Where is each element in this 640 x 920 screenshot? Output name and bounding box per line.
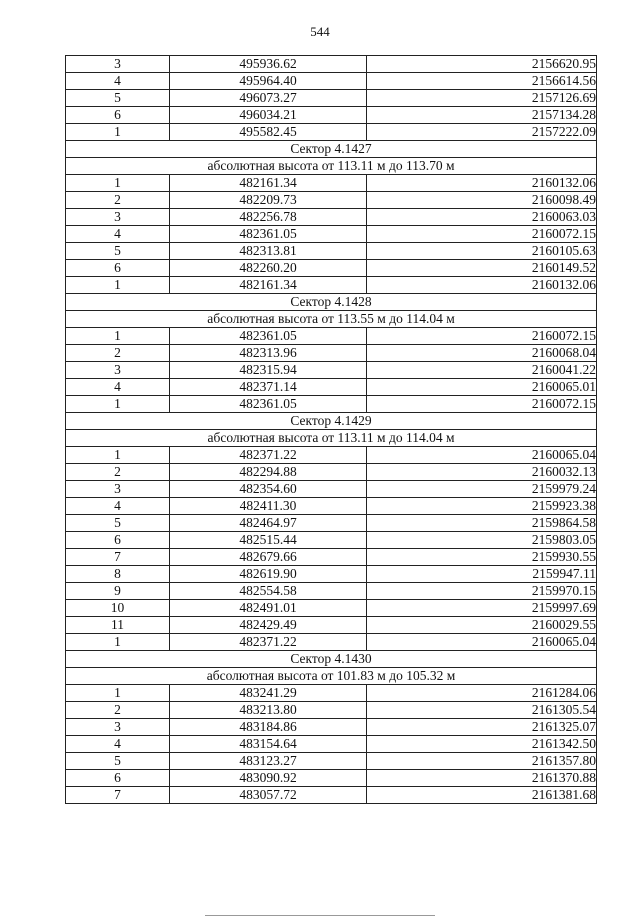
- point-number-cell: 1: [66, 634, 170, 651]
- y-coordinate-cell: 2159923.38: [367, 498, 597, 515]
- x-coordinate-cell: 482411.30: [170, 498, 367, 515]
- x-coordinate-cell: 482361.05: [170, 328, 367, 345]
- y-coordinate-cell: 2161305.54: [367, 702, 597, 719]
- point-number-cell: 1: [66, 328, 170, 345]
- table-row: [66, 328, 597, 345]
- y-coordinate-cell: 2161342.50: [367, 736, 597, 753]
- y-coordinate-cell: 2160068.04: [367, 345, 597, 362]
- x-coordinate-cell: 483184.86: [170, 719, 367, 736]
- table-row: [66, 396, 597, 413]
- table-row: [66, 175, 597, 192]
- table-row: [66, 90, 597, 107]
- table-row: [66, 464, 597, 481]
- x-coordinate-cell: 496034.21: [170, 107, 367, 124]
- point-number-cell: 3: [66, 481, 170, 498]
- y-coordinate-cell: 2160041.22: [367, 362, 597, 379]
- x-coordinate-cell: 482256.78: [170, 209, 367, 226]
- table-row: [66, 549, 597, 566]
- point-number-cell: 2: [66, 464, 170, 481]
- x-coordinate-cell: 483241.29: [170, 685, 367, 702]
- table-row: [66, 447, 597, 464]
- y-coordinate-cell: 2160132.06: [367, 175, 597, 192]
- point-number-cell: 1: [66, 124, 170, 141]
- point-number-cell: 4: [66, 736, 170, 753]
- y-coordinate-cell: 2161325.07: [367, 719, 597, 736]
- sector-height-range-row: [66, 430, 597, 447]
- point-number-cell: 10: [66, 600, 170, 617]
- y-coordinate-cell: 2161284.06: [367, 685, 597, 702]
- sector-title: Сектор 4.1428: [66, 294, 597, 311]
- point-number-cell: 1: [66, 175, 170, 192]
- x-coordinate-cell: 482354.60: [170, 481, 367, 498]
- y-coordinate-cell: 2159997.69: [367, 600, 597, 617]
- point-number-cell: 2: [66, 345, 170, 362]
- sector-height-range-row: [66, 668, 597, 685]
- x-coordinate-cell: 482313.81: [170, 243, 367, 260]
- point-number-cell: 1: [66, 447, 170, 464]
- table-row: [66, 634, 597, 651]
- sector-height-range-row: [66, 158, 597, 175]
- x-coordinate-cell: 483090.92: [170, 770, 367, 787]
- sector-title-row: [66, 651, 597, 668]
- point-number-cell: 9: [66, 583, 170, 600]
- x-coordinate-cell: 495582.45: [170, 124, 367, 141]
- sector-height-range: абсолютная высота от 113.55 м до 114.04 м: [66, 311, 597, 328]
- y-coordinate-cell: 2160149.52: [367, 260, 597, 277]
- point-number-cell: 11: [66, 617, 170, 634]
- y-coordinate-cell: 2160065.04: [367, 634, 597, 651]
- x-coordinate-cell: 482161.34: [170, 277, 367, 294]
- table-row: [66, 532, 597, 549]
- point-number-cell: 2: [66, 192, 170, 209]
- table-row: [66, 515, 597, 532]
- table-row: [66, 719, 597, 736]
- y-coordinate-cell: 2160132.06: [367, 277, 597, 294]
- sector-title: Сектор 4.1430: [66, 651, 597, 668]
- table-row: [66, 192, 597, 209]
- y-coordinate-cell: 2160072.15: [367, 396, 597, 413]
- point-number-cell: 1: [66, 396, 170, 413]
- point-number-cell: 8: [66, 566, 170, 583]
- table-row: [66, 73, 597, 90]
- page-bottom-rule: [205, 915, 435, 916]
- table-row: [66, 243, 597, 260]
- point-number-cell: 3: [66, 362, 170, 379]
- sector-height-range: абсолютная высота от 113.11 м до 113.70 м: [66, 158, 597, 175]
- y-coordinate-cell: 2159970.15: [367, 583, 597, 600]
- table-row: [66, 209, 597, 226]
- table-row: [66, 566, 597, 583]
- point-number-cell: 5: [66, 515, 170, 532]
- y-coordinate-cell: 2159803.05: [367, 532, 597, 549]
- x-coordinate-cell: 482429.49: [170, 617, 367, 634]
- x-coordinate-cell: 482679.66: [170, 549, 367, 566]
- x-coordinate-cell: 483213.80: [170, 702, 367, 719]
- table-row: [66, 56, 597, 73]
- table-row: [66, 226, 597, 243]
- y-coordinate-cell: 2157126.69: [367, 90, 597, 107]
- x-coordinate-cell: 482209.73: [170, 192, 367, 209]
- point-number-cell: 5: [66, 90, 170, 107]
- point-number-cell: 4: [66, 379, 170, 396]
- x-coordinate-cell: 482371.22: [170, 447, 367, 464]
- page-number: 544: [310, 24, 330, 39]
- x-coordinate-cell: 483154.64: [170, 736, 367, 753]
- x-coordinate-cell: 482515.44: [170, 532, 367, 549]
- x-coordinate-cell: 482315.94: [170, 362, 367, 379]
- y-coordinate-cell: 2160063.03: [367, 209, 597, 226]
- x-coordinate-cell: 483123.27: [170, 753, 367, 770]
- y-coordinate-cell: 2161370.88: [367, 770, 597, 787]
- table-row: [66, 379, 597, 396]
- table-row: [66, 498, 597, 515]
- point-number-cell: 6: [66, 107, 170, 124]
- point-number-cell: 4: [66, 73, 170, 90]
- point-number-cell: 7: [66, 549, 170, 566]
- x-coordinate-cell: 482361.05: [170, 226, 367, 243]
- y-coordinate-cell: 2156620.95: [367, 56, 597, 73]
- point-number-cell: 4: [66, 226, 170, 243]
- x-coordinate-cell: 483057.72: [170, 787, 367, 804]
- table-row: [66, 583, 597, 600]
- x-coordinate-cell: 482554.58: [170, 583, 367, 600]
- sector-title: Сектор 4.1429: [66, 413, 597, 430]
- sector-title-row: [66, 413, 597, 430]
- table-row: [66, 107, 597, 124]
- y-coordinate-cell: 2160065.01: [367, 379, 597, 396]
- table-row: [66, 702, 597, 719]
- table-row: [66, 260, 597, 277]
- x-coordinate-cell: 482491.01: [170, 600, 367, 617]
- point-number-cell: 1: [66, 277, 170, 294]
- point-number-cell: 6: [66, 532, 170, 549]
- y-coordinate-cell: 2161357.80: [367, 753, 597, 770]
- x-coordinate-cell: 482161.34: [170, 175, 367, 192]
- y-coordinate-cell: 2159979.24: [367, 481, 597, 498]
- x-coordinate-cell: 482371.22: [170, 634, 367, 651]
- x-coordinate-cell: 482361.05: [170, 396, 367, 413]
- sector-height-range: абсолютная высота от 101.83 м до 105.32 м: [66, 668, 597, 685]
- point-number-cell: 3: [66, 209, 170, 226]
- sector-title-row: [66, 294, 597, 311]
- table-row: [66, 481, 597, 498]
- table-row: [66, 770, 597, 787]
- point-number-cell: 2: [66, 702, 170, 719]
- y-coordinate-cell: 2161381.68: [367, 787, 597, 804]
- table-row: [66, 787, 597, 804]
- y-coordinate-cell: 2160098.49: [367, 192, 597, 209]
- point-number-cell: 5: [66, 243, 170, 260]
- point-number-cell: 4: [66, 498, 170, 515]
- y-coordinate-cell: 2157134.28: [367, 107, 597, 124]
- point-number-cell: 6: [66, 260, 170, 277]
- table-row: [66, 685, 597, 702]
- x-coordinate-cell: 496073.27: [170, 90, 367, 107]
- sector-title: Сектор 4.1427: [66, 141, 597, 158]
- point-number-cell: 5: [66, 753, 170, 770]
- point-number-cell: 3: [66, 56, 170, 73]
- x-coordinate-cell: 482294.88: [170, 464, 367, 481]
- table-row: [66, 345, 597, 362]
- table-row: [66, 362, 597, 379]
- y-coordinate-cell: 2160029.55: [367, 617, 597, 634]
- x-coordinate-cell: 495964.40: [170, 73, 367, 90]
- x-coordinate-cell: 495936.62: [170, 56, 367, 73]
- y-coordinate-cell: 2160072.15: [367, 328, 597, 345]
- point-number-cell: 1: [66, 685, 170, 702]
- x-coordinate-cell: 482464.97: [170, 515, 367, 532]
- y-coordinate-cell: 2160072.15: [367, 226, 597, 243]
- sector-title-row: [66, 141, 597, 158]
- table-row: [66, 277, 597, 294]
- point-number-cell: 7: [66, 787, 170, 804]
- y-coordinate-cell: 2157222.09: [367, 124, 597, 141]
- point-number-cell: 6: [66, 770, 170, 787]
- y-coordinate-cell: 2160065.04: [367, 447, 597, 464]
- x-coordinate-cell: 482619.90: [170, 566, 367, 583]
- coordinates-table-body: [66, 56, 597, 804]
- x-coordinate-cell: 482313.96: [170, 345, 367, 362]
- x-coordinate-cell: 482371.14: [170, 379, 367, 396]
- sector-height-range: абсолютная высота от 113.11 м до 114.04 м: [66, 430, 597, 447]
- y-coordinate-cell: 2159930.55: [367, 549, 597, 566]
- table-row: [66, 753, 597, 770]
- point-number-cell: 3: [66, 719, 170, 736]
- table-row: [66, 617, 597, 634]
- x-coordinate-cell: 482260.20: [170, 260, 367, 277]
- table-row: [66, 124, 597, 141]
- y-coordinate-cell: 2160105.63: [367, 243, 597, 260]
- y-coordinate-cell: 2156614.56: [367, 73, 597, 90]
- y-coordinate-cell: 2159864.58: [367, 515, 597, 532]
- y-coordinate-cell: 2160032.13: [367, 464, 597, 481]
- table-row: [66, 736, 597, 753]
- coordinates-table: [65, 55, 597, 804]
- table-row: [66, 600, 597, 617]
- y-coordinate-cell: 2159947.11: [367, 566, 597, 583]
- sector-height-range-row: [66, 311, 597, 328]
